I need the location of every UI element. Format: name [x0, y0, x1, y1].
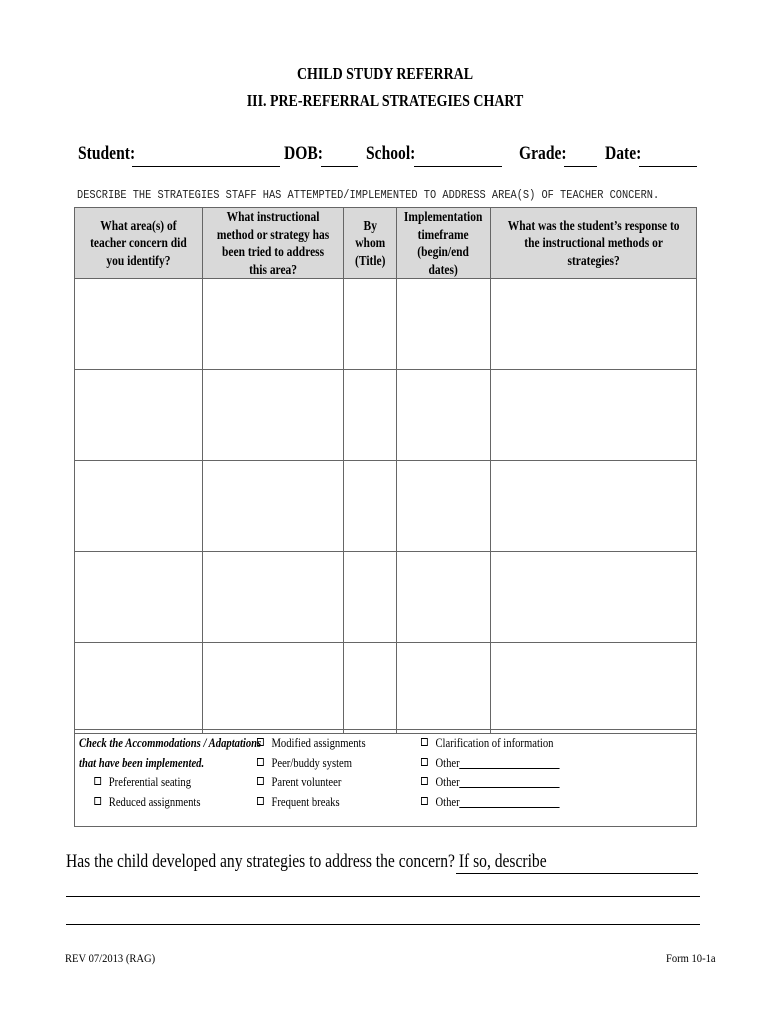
dob-label: DOB:	[284, 143, 323, 164]
checkbox-icon[interactable]	[257, 797, 264, 805]
checkbox-other-3[interactable]: Other	[421, 793, 560, 813]
dob-field[interactable]	[321, 166, 358, 167]
table-cell[interactable]	[202, 461, 343, 552]
form-number: Form 10-1a	[666, 951, 716, 965]
date-label: Date:	[605, 143, 642, 164]
other-field[interactable]	[460, 757, 560, 769]
column-header-by-whom: By whom (Title)	[343, 208, 397, 279]
table-cell[interactable]	[343, 643, 397, 734]
table-cell[interactable]	[75, 370, 203, 461]
other-field[interactable]	[460, 776, 560, 788]
school-label: School:	[366, 143, 416, 164]
checkbox-icon[interactable]	[421, 758, 428, 766]
answer-line[interactable]	[66, 924, 700, 925]
answer-line[interactable]	[66, 896, 700, 897]
column-header-area: What area(s) of teacher concern did you identify?	[75, 208, 203, 279]
checkbox-peer-buddy-system[interactable]: Peer/buddy system	[257, 754, 366, 774]
other-field[interactable]	[460, 796, 560, 808]
table-cell[interactable]	[75, 643, 203, 734]
table-cell[interactable]	[490, 370, 696, 461]
school-field[interactable]	[414, 166, 502, 167]
checkbox-clarification[interactable]: Clarification of information	[421, 734, 560, 754]
accommodations-heading-2: that have been implemented.	[79, 755, 205, 770]
table-cell[interactable]	[397, 279, 490, 370]
table-cell[interactable]	[490, 643, 696, 734]
checkbox-icon[interactable]	[94, 797, 101, 805]
form-subtitle: III. PRE-REFERRAL STRATEGIES CHART	[246, 91, 524, 110]
checkbox-preferential-seating[interactable]: Preferential seating	[79, 773, 261, 793]
checkbox-icon[interactable]	[257, 758, 264, 766]
table-cell[interactable]	[75, 279, 203, 370]
grade-field[interactable]	[564, 166, 597, 167]
strategies-table	[74, 207, 697, 734]
checkbox-other-1[interactable]: Other	[421, 754, 560, 774]
checkbox-icon[interactable]	[94, 777, 101, 785]
table-cell[interactable]	[343, 279, 397, 370]
table-row	[75, 552, 697, 643]
revision-label: REV 07/2013 (RAG)	[65, 951, 156, 965]
table-cell[interactable]	[343, 370, 397, 461]
accommodations-box	[74, 729, 697, 827]
strategies-question: Has the child developed any strategies to address the concern? If so, describe	[66, 851, 547, 872]
checkbox-frequent-breaks[interactable]: Frequent breaks	[257, 793, 366, 813]
table-cell[interactable]	[397, 461, 490, 552]
checkbox-other-2[interactable]: Other	[421, 773, 560, 793]
answer-line[interactable]	[456, 873, 698, 874]
table-cell[interactable]	[343, 461, 397, 552]
table-cell[interactable]	[490, 279, 696, 370]
checkbox-parent-volunteer[interactable]: Parent volunteer	[257, 773, 366, 793]
instruction-text: DESCRIBE THE STRATEGIES STAFF HAS ATTEMPTED/IMPLEMENTED TO ADDRESS AREA(S) OF TEACHER CONCERN.	[77, 188, 660, 202]
checkbox-modified-assignments[interactable]: Modified assignments	[257, 734, 366, 754]
table-cell[interactable]	[75, 461, 203, 552]
table-cell[interactable]	[75, 552, 203, 643]
student-label: Student:	[78, 143, 136, 164]
checkbox-icon[interactable]	[421, 777, 428, 785]
table-cell[interactable]	[397, 370, 490, 461]
date-field[interactable]	[639, 166, 697, 167]
table-cell[interactable]	[202, 643, 343, 734]
table-row	[75, 461, 697, 552]
student-field[interactable]	[132, 166, 280, 167]
table-cell[interactable]	[202, 552, 343, 643]
grade-label: Grade:	[519, 143, 567, 164]
column-header-timeframe: Implementation timeframe (begin/end dates)	[397, 208, 490, 279]
column-header-response: What was the student’s response to the instructional methods or strategies?	[490, 208, 696, 279]
table-cell[interactable]	[490, 461, 696, 552]
accommodations-heading: Check the Accommodations / Adaptations	[79, 736, 262, 750]
checkbox-icon[interactable]	[421, 738, 428, 746]
checkbox-icon[interactable]	[257, 738, 264, 746]
table-cell[interactable]	[397, 552, 490, 643]
form-title: CHILD STUDY REFERRAL	[296, 64, 474, 83]
table-cell[interactable]	[397, 643, 490, 734]
table-cell[interactable]	[343, 552, 397, 643]
column-header-method: What instructional method or strategy has been tried to address this area?	[202, 208, 343, 279]
table-cell[interactable]	[490, 552, 696, 643]
table-cell[interactable]	[202, 370, 343, 461]
table-row	[75, 370, 697, 461]
checkbox-icon[interactable]	[257, 777, 264, 785]
table-row	[75, 643, 697, 734]
checkbox-icon[interactable]	[421, 797, 428, 805]
table-row	[75, 279, 697, 370]
table-cell[interactable]	[202, 279, 343, 370]
student-info-fields	[78, 143, 700, 169]
checkbox-reduced-assignments[interactable]: Reduced assignments	[79, 793, 261, 813]
